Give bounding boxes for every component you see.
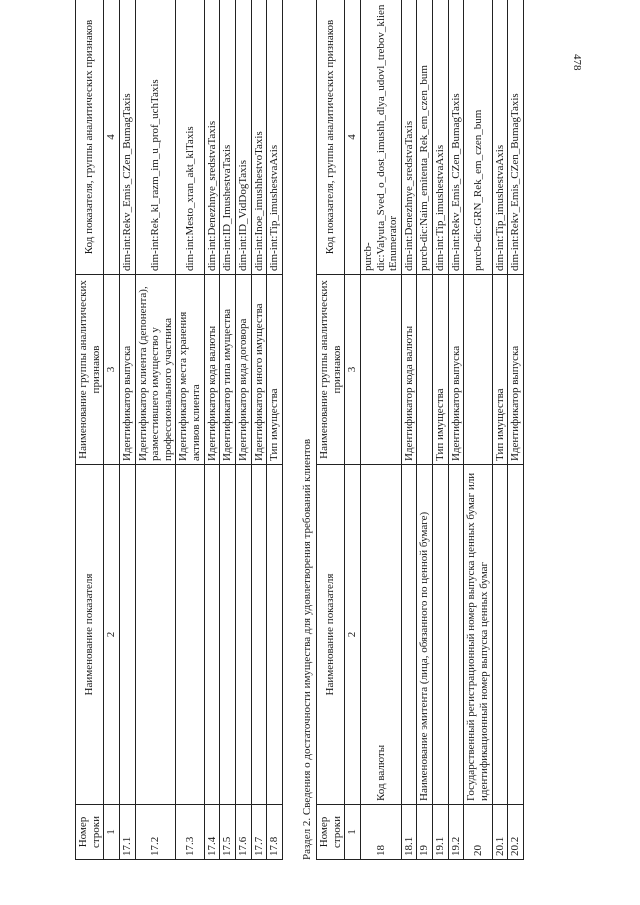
indicator-code: dim-int:Tip_imushestvaAxis [433, 0, 449, 275]
indicator-name [251, 465, 267, 805]
indicator-name [236, 465, 252, 805]
page-number: 478 [571, 54, 583, 71]
row-number: 20.1 [492, 805, 508, 860]
rotated-page-content [40, 0, 600, 860]
column-number-row [345, 0, 361, 860]
column-number: 4 [345, 0, 361, 275]
indicator-code: purcb-dic:Naim_emitenta_Rek_em_czen_bum [417, 0, 433, 275]
table-row [119, 0, 135, 860]
column-number: 2 [345, 465, 361, 805]
group-name: Идентификатор кода валюты [204, 275, 220, 465]
header-group-name: Наименование группы аналитических признаков [76, 275, 104, 465]
row-number: 19.1 [433, 805, 449, 860]
table-row [492, 0, 508, 860]
indicator-name [204, 465, 220, 805]
indicator-code: dim-int:Rekv_Emis_CZen_BumagTaxis [448, 0, 464, 275]
indicator-code: purcb-dic:GRN_Rek_em_czen_bum [464, 0, 492, 275]
indicator-name: Код валюты [360, 465, 401, 805]
group-name: Идентификатор типа имущества [220, 275, 236, 465]
indicator-code: dim-int:Rek_kl_razm_im_u_prof_uchTaxis [135, 0, 176, 275]
header-row-number: Номер строки [317, 805, 345, 860]
indicator-code: dim-int:Mesto_xran_akt_klTaxis [176, 0, 204, 275]
header-code: Код показателя, группы аналитических признаков [76, 0, 104, 275]
table-row [220, 0, 236, 860]
row-number: 17.3 [176, 805, 204, 860]
column-number: 1 [345, 805, 361, 860]
row-number: 17.8 [267, 805, 283, 860]
indicator-code: dim-int:Tip_imushestvaAxis [492, 0, 508, 275]
row-number: 17.4 [204, 805, 220, 860]
group-name [360, 275, 401, 465]
table-row [267, 0, 283, 860]
header-indicator-name: Наименование показателя [317, 465, 345, 805]
section-2-table [316, 0, 524, 860]
column-number: 3 [345, 275, 361, 465]
group-name: Тип имущества [267, 275, 283, 465]
indicator-name [119, 465, 135, 805]
group-name [417, 275, 433, 465]
indicator-code: dim-int:Rekv_Emis_CZen_BumagTaxis [119, 0, 135, 275]
table-row [176, 0, 204, 860]
row-number: 17.7 [251, 805, 267, 860]
table-row [508, 0, 524, 860]
table-row [433, 0, 449, 860]
indicator-code: dim-int:Rekv_Emis_CZen_BumagTaxis [508, 0, 524, 275]
row-number: 17.5 [220, 805, 236, 860]
row-number: 19.2 [448, 805, 464, 860]
header-group-name: Наименование группы аналитических признаков [317, 275, 345, 465]
indicator-name [135, 465, 176, 805]
indicator-name [448, 465, 464, 805]
indicator-code: dim-int:Tip_imushestvaAxis [267, 0, 283, 275]
group-name: Идентификатор вида договора [236, 275, 252, 465]
table-row [135, 0, 176, 860]
indicator-name [176, 465, 204, 805]
group-name: Идентификатор клиента (депонента), разместившего имущество у профессионального участника [135, 275, 176, 465]
column-number-row [104, 0, 120, 860]
table-row [417, 0, 433, 860]
indicator-code: dim-int:Inoe_imushhestvoTaxis [251, 0, 267, 275]
table-header-row [76, 0, 104, 860]
row-number: 20.2 [508, 805, 524, 860]
group-name: Идентификатор места хранения активов клиента [176, 275, 204, 465]
indicator-name [433, 465, 449, 805]
indicator-code: dim-int:Denezhnye_sredstvaTaxis [401, 0, 417, 275]
row-number: 19 [417, 805, 433, 860]
group-name: Идентификатор выпуска [119, 275, 135, 465]
table-row [204, 0, 220, 860]
column-number: 2 [104, 465, 120, 805]
indicator-name [401, 465, 417, 805]
column-number: 4 [104, 0, 120, 275]
header-code: Код показателя, группы аналитических признаков [317, 0, 345, 275]
group-name: Тип имущества [433, 275, 449, 465]
row-number: 18.1 [401, 805, 417, 860]
group-name: Идентификатор выпуска [448, 275, 464, 465]
row-number: 18 [360, 805, 401, 860]
group-name [464, 275, 492, 465]
header-row-number: Номер строки [76, 805, 104, 860]
row-number: 17.2 [135, 805, 176, 860]
table-row [251, 0, 267, 860]
indicator-code: purcb-dic:Valyuta_Sved_o_dost_imushh_dlya_udovl_trebov_klientEnumerator [360, 0, 401, 275]
indicator-name [220, 465, 236, 805]
indicator-code: dim-int:ID_ImushestvaTaxis [220, 0, 236, 275]
indicator-code: dim-int:ID_VidDogTaxis [236, 0, 252, 275]
indicator-name [492, 465, 508, 805]
column-number: 1 [104, 805, 120, 860]
group-name: Идентификатор выпуска [508, 275, 524, 465]
group-name: Идентификатор иного имущества [251, 275, 267, 465]
table-row [360, 0, 401, 860]
table-row [401, 0, 417, 860]
row-number: 20 [464, 805, 492, 860]
indicator-code: dim-int:Denezhnye_sredstvaTaxis [204, 0, 220, 275]
indicator-name [267, 465, 283, 805]
column-number: 3 [104, 275, 120, 465]
table-row [464, 0, 492, 860]
group-name: Идентификатор кода валюты [401, 275, 417, 465]
row-number: 17.6 [236, 805, 252, 860]
indicator-name [508, 465, 524, 805]
table-row [448, 0, 464, 860]
indicators-table-continued [75, 0, 283, 860]
group-name: Тип имущества [492, 275, 508, 465]
indicator-name: Наименование эмитента (лица, обязанного по ценной бумаге) [417, 465, 433, 805]
section-2-title: Раздел 2. Сведения о достаточности имущества для удовлетворения требований клиентов [301, 438, 313, 860]
indicator-name: Государственный регистрационный номер выпуска ценных бумаг или идентификационный номер выпуска ценных бумаг [464, 465, 492, 805]
table-header-row [317, 0, 345, 860]
table-row [236, 0, 252, 860]
header-indicator-name: Наименование показателя [76, 465, 104, 805]
row-number: 17.1 [119, 805, 135, 860]
